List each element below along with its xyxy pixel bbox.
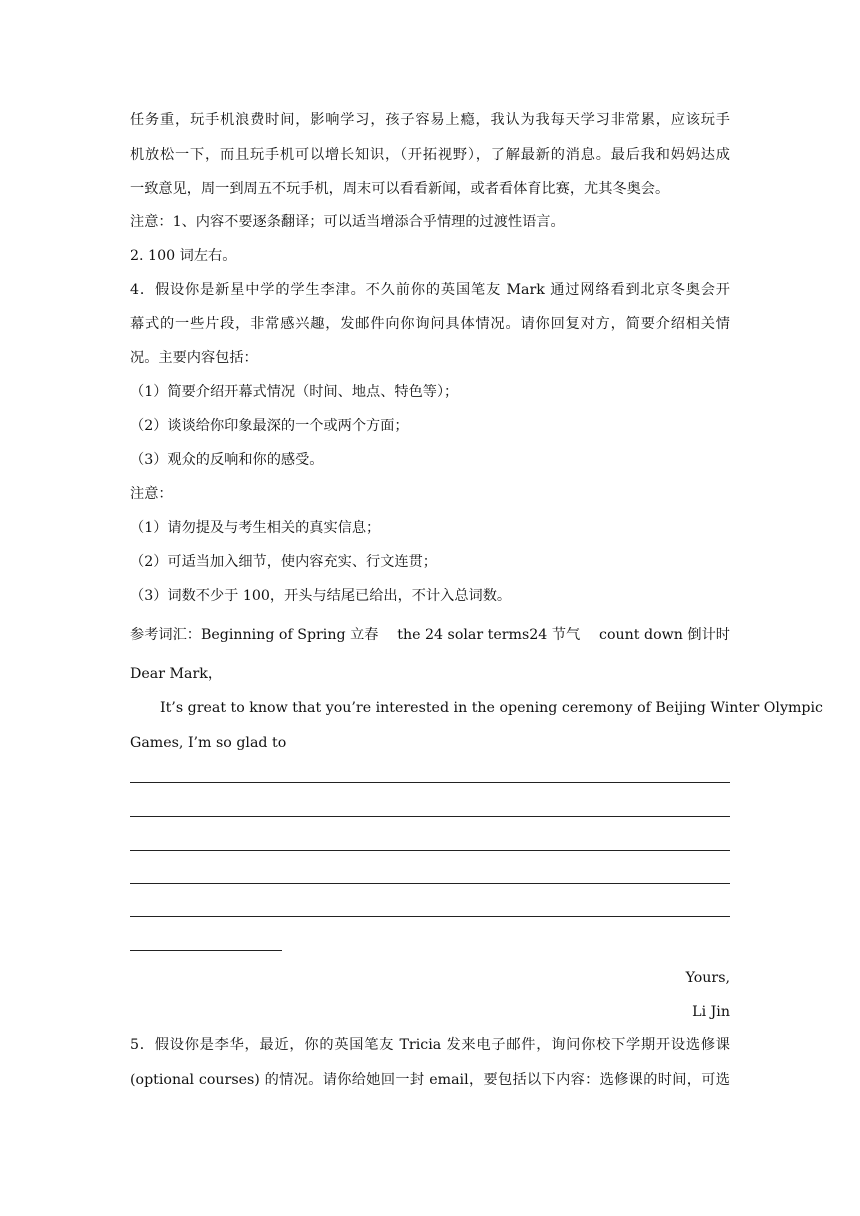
letter-salutation: Dear Mark， — [130, 666, 223, 682]
answer-line[interactable] — [130, 950, 282, 951]
question-4-prompt: 况。主要内容包括： — [130, 350, 258, 366]
reference-vocabulary — [130, 625, 730, 645]
answer-line[interactable] — [130, 782, 730, 783]
answer-line[interactable] — [130, 850, 730, 851]
letter-opening: It’s great to know that you’re interested in the opening ceremony of Beijing Winter Olympic — [160, 700, 823, 716]
vocab-item: count down 倒计时 — [599, 627, 730, 643]
note-text: 注意：1、内容不要逐条翻译；可以适当增添合乎情理的过渡性语言。 — [130, 214, 565, 230]
note-item: （3）词数不少于 100，开头与结尾已给出，不计入总词数。 — [130, 588, 512, 604]
note-item: （1）请勿提及与考生相关的真实信息； — [130, 520, 381, 536]
answer-line[interactable] — [130, 916, 730, 917]
answer-line[interactable] — [130, 883, 730, 884]
content-point: （3）观众的反响和你的感受。 — [130, 452, 324, 468]
letter-opening: Games, I’m so glad to — [130, 735, 287, 751]
note-text: 2. 100 词左右。 — [130, 248, 237, 264]
paragraph-text: 任务重，玩手机浪费时间，影响学习，孩子容易上瘾，我认为我每天学习非常累，应该玩手 — [130, 112, 730, 128]
question-5-prompt: (optional courses) 的情况。请你给她回一封 email，要包括以下内容：选修课的时间，可选 — [130, 1072, 730, 1088]
content-point: （2）谈谈给你印象最深的一个或两个方面； — [130, 418, 409, 434]
paragraph-text: 机放松一下，而且玩手机可以增长知识，（开拓视野），了解最新的消息。最后我和妈妈达成 — [130, 147, 730, 163]
question-5-prompt: 5．假设你是李华，最近，你的英国笔友 Tricia 发来电子邮件，询问你校下学期开设选修课 — [130, 1037, 730, 1053]
question-4-prompt: 幕式的一些片段，非常感兴趣，发邮件向你询问具体情况。请你回复对方，简要介绍相关情 — [130, 316, 730, 332]
answer-line[interactable] — [130, 816, 730, 817]
paragraph-text: 一致意见，周一到周五不玩手机，周末可以看看新闻，或者看体育比赛，尤其冬奥会。 — [130, 181, 670, 197]
letter-closing: Yours, — [685, 970, 730, 986]
notes-label: 注意： — [130, 486, 173, 502]
letter-signature: Li Jin — [692, 1004, 730, 1020]
vocab-item: the 24 solar terms24 节气 — [397, 627, 581, 643]
vocab-item: 参考词汇：Beginning of Spring 立春 — [130, 627, 379, 643]
content-point: （1）简要介绍开幕式情况（时间、地点、特色等）； — [130, 384, 459, 400]
question-4-prompt: 4．假设你是新星中学的学生李津。不久前你的英国笔友 Mark 通过网络看到北京冬奥会开 — [130, 282, 730, 298]
note-item: （2）可适当加入细节，使内容充实、行文连贯； — [130, 554, 437, 570]
